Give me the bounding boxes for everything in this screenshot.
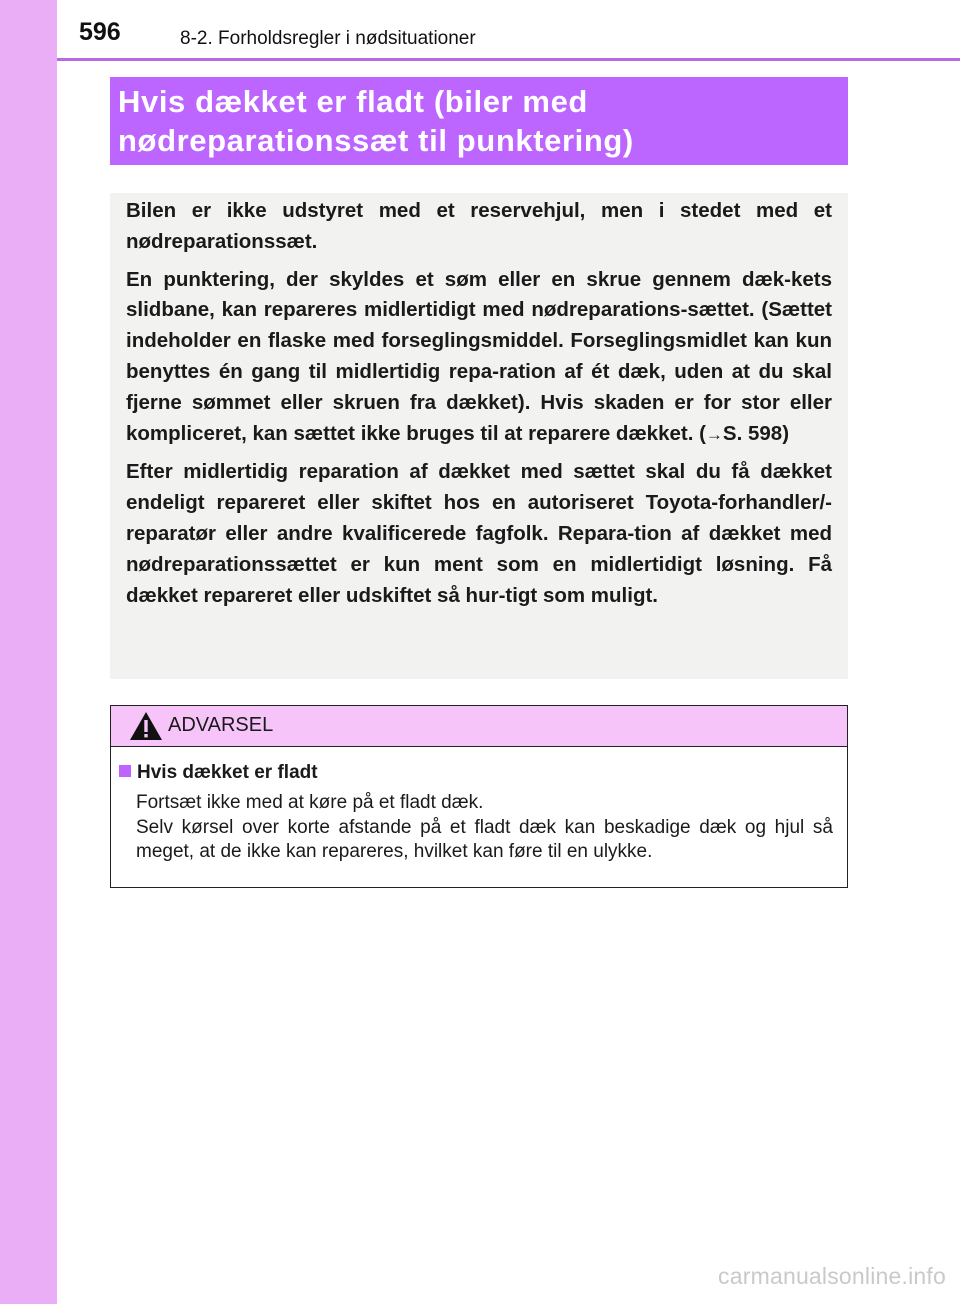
warning-triangle-icon: [129, 711, 163, 741]
warning-body: [111, 747, 847, 865]
intro-paragraph-1: Bilen er ikke udstyret med et reservehjul, men i stedet med et nødreparationssæt.: [126, 199, 832, 253]
section-title-line1: Hvis dækket er fladt (biler med: [118, 84, 588, 119]
section-title: [118, 82, 840, 160]
header-rule: [57, 58, 960, 61]
page-number: 596: [79, 18, 121, 46]
watermark: carmanualsonline.info: [718, 1263, 946, 1289]
warning-item-title: [119, 761, 833, 785]
warning-text-line2: Selv kørsel over korte afstande på et fladt dæk kan beskadige dæk og hjul så meget, at de ikke kan repareres, hvilket kan føre til en ulykke.: [136, 816, 833, 862]
square-bullet-icon: [119, 765, 131, 777]
warning-header: [111, 706, 847, 747]
intro-paragraph-2-text: En punktering, der skyldes et søm eller en skrue gennem dæk-kets slidbane, kan repareres midlertidigt med nødreparations-sættet. (Sættet indeholder en flaske med forseglingsmiddel. Forseglingsmidlet kan kun benyttes én gang til midlertidig repa-ration af ét dæk, uden at du skal fjerne sømmet eller skruen fra dækket). Hvis skaden er for stor eller kompliceret, kan sættet ikke bruges til at reparere dækket. (: [126, 267, 832, 445]
warning-item-title-text: Hvis dækket er fladt: [137, 762, 318, 783]
intro-paragraph-3: Efter midlertidig reparation af dækket med sættet skal du få dækket endeligt repareret eller skiftet hos en autoriseret Toyota-forhandler/-reparatør eller andre kvalificerede fagfolk. Repara-tion af dækket med nødreparationssættet er kun ment som en midlertidigt løsning. Få dækket repareret eller udskiftet så hur-tigt som muligt.: [126, 460, 832, 607]
chapter-title: 8-2. Forholdsregler i nødsituationer: [180, 28, 476, 49]
page-reference-link[interactable]: S. 598): [722, 421, 790, 445]
section-title-line2: nødreparationssæt til punktering): [118, 123, 634, 158]
intro-box: [110, 193, 848, 679]
warning-text-line1: Fortsæt ikke med at køre på et fladt dæk.: [136, 792, 484, 813]
side-strip: [0, 0, 57, 1304]
section-title-box: [110, 77, 848, 165]
warning-label: ADVARSEL: [168, 714, 274, 736]
warning-box: [110, 705, 848, 888]
intro-paragraph-2: [126, 265, 832, 451]
reference-arrow-icon: →: [705, 424, 723, 444]
